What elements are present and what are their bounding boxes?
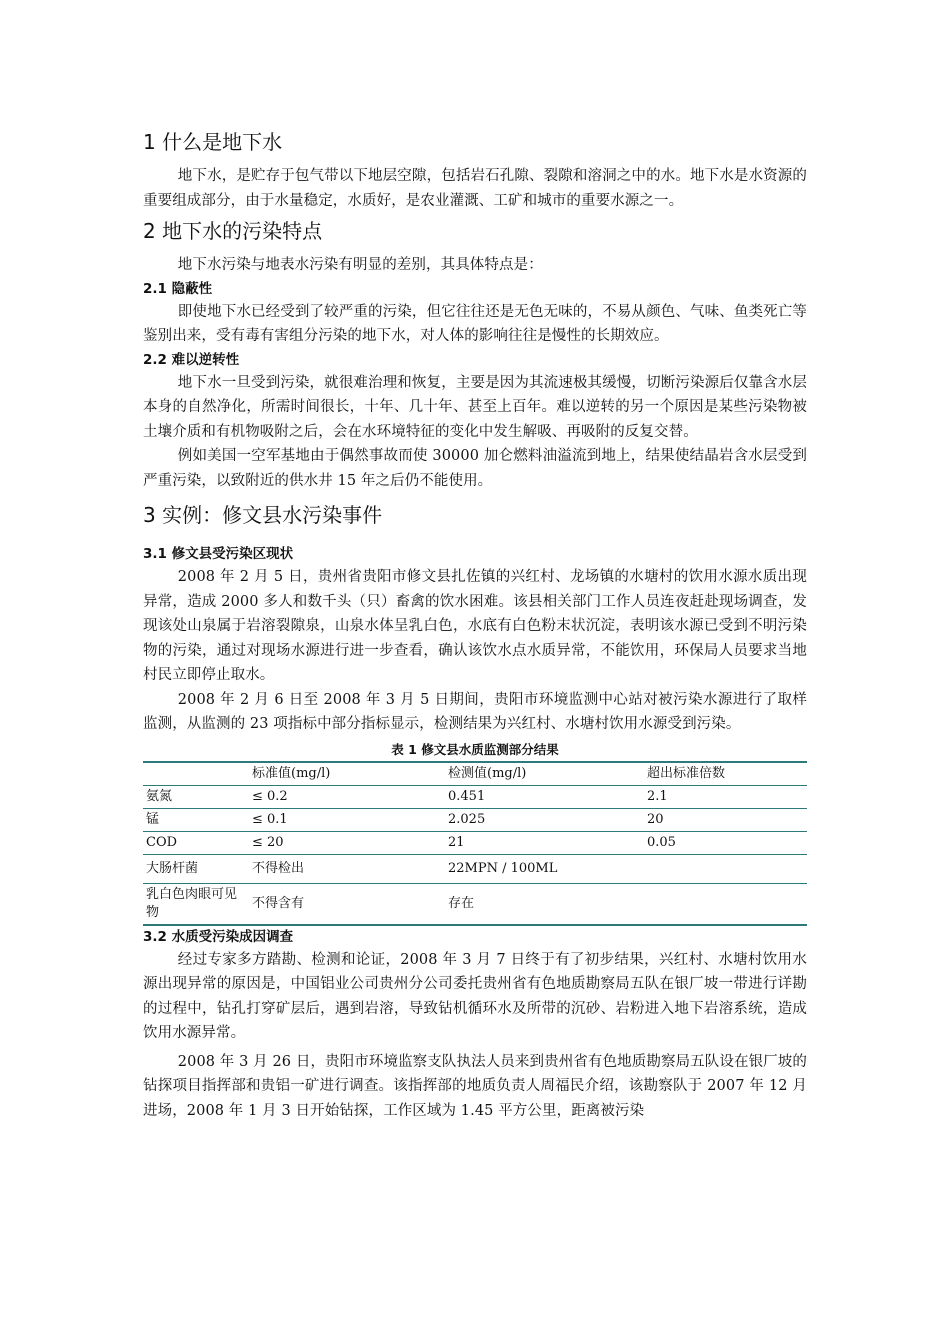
table-cell: 乳白色肉眼可见物 [146,886,238,920]
table-header-row [143,762,807,786]
table-cell: 氨氮 [143,785,249,808]
table-row [143,854,807,883]
table-caption: 表 1 修文县水质监测部分结果 [391,741,559,757]
section-2-intro: 地下水污染与地表水污染有明显的差别，其具体特点是： [177,257,543,273]
table-cell: 2.1 [644,785,807,808]
section-2-2-paragraph-2: 例如美国一空军基地由于偶然事故而使 30000 加仑燃料油溢流到地上，结果使结晶岩含水层受到严重污染，以致附近的供水井 15 年之后仍不能使用。 [143,448,807,489]
table-cell: 不得含有 [252,895,305,911]
section-3-2-title: 3.2 水质受污染成因调查 [143,928,294,945]
section-1-paragraph: 地下水，是贮存于包气带以下地层空隙，包括岩石孔隙、裂隙和溶洞之中的水。地下水是水资源的重要组成部分，由于水量稳定，水质好，是农业灌溉、工矿和城市的重要水源之一。 [143,168,807,209]
section-1-title: 1 什么是地下水 [143,130,283,154]
section-3-1-title: 3.1 修文县受污染区现状 [143,546,294,562]
table-cell [644,883,807,925]
water-quality-table [143,761,807,926]
table-cell: 0.451 [445,785,644,808]
table-cell: 0.05 [644,831,807,854]
section-2-1-paragraph: 即使地下水已经受到了较严重的污染，但它往往还是无色无味的，不易从颜色、气味、鱼类死亡等鉴别出来，受有毒有害组分污染的地下水，对人体的影响往往是慢性的长期效应。 [143,303,807,344]
table-cell: 22MPN / 100ML [445,854,644,883]
header-cell [143,762,249,786]
table-cell: 存在 [448,895,475,911]
header-cell: 检测值(mg/l) [445,762,644,786]
table-cell: COD [143,831,249,854]
section-2-title: 2 地下水的污染特点 [143,219,323,243]
section-3-title: 3 实例：修文县水污染事件 [143,503,383,527]
table-cell: 不得检出 [249,854,445,883]
section-3-2-paragraph-2: 2008 年 3 月 26 日，贵阳市环境监察支队执法人员来到贵州省有色地质勘察局五队设在银厂坡的钻探项目指挥部和贵铝一矿进行调查。该指挥部的地质负责人周福民介绍，该勘察队于 2007 年 12 月进场，2008 年 1 月 3 日开始钻探，工作区域为 1.45 平方公里，距离被污染 [143,1053,807,1119]
table-cell: 20 [644,808,807,831]
document-page [143,128,807,1123]
table-cell: ≤ 0.1 [249,808,445,831]
table-cell: 锰 [143,808,249,831]
table-cell: 大肠杆菌 [143,854,249,883]
table-row [143,883,807,925]
section-2-2-paragraph-1: 地下水一旦受到污染，就很难治理和恢复，主要是因为其流速极其缓慢，切断污染源后仅靠含水层本身的自然净化，所需时间很长，十年、几十年、甚至上百年。难以逆转的另一个原因是某些污染物被土壤介质和有机物吸附之后，会在水环境特征的变化中发生解吸、再吸附的反复交替。 [143,374,807,440]
section-3-1-paragraph-1: 2008 年 2 月 5 日，贵州省贵阳市修文县扎佐镇的兴红村、龙场镇的水塘村的饮用水源水质出现异常，造成 2000 多人和数千头（只）畜禽的饮水困难。该县相关部门工作人员连夜赶赴现场调查，发现该处山泉属于岩溶裂隙泉，山泉水体呈乳白色，水底有白色粉末状沉淀，表明该水源已受到不明污染物的污染，通过对现场水源进行进一步查看，确认该饮水点水质异常，不能饮用，环保局人员要求当地村民立即停止取水。 [143,569,807,683]
table-cell: ≤ 0.2 [249,785,445,808]
section-2-2-title: 2.2 难以逆转性 [143,351,240,368]
table-cell: 2.025 [445,808,644,831]
section-3-2-paragraph-1: 经过专家多方踏勘、检测和论证，2008 年 3 月 7 日终于有了初步结果，兴红村、水塘村饮用水源出现异常的原因是，中国铝业公司贵州分公司委托贵州省有色地质勘察局五队在银厂坡一带进行详勘的过程中，钻孔打穿矿层后，遇到岩溶，导致钻机循环水及所带的沉砂、岩粉进入地下岩溶系统，造成饮用水源异常。 [143,951,807,1041]
header-cell: 超出标准倍数 [644,762,807,786]
section-2-1-title: 2.1 隐蔽性 [143,280,213,297]
section-3-1-paragraph-2: 2008 年 2 月 6 日至 2008 年 3 月 5 日期间，贵阳市环境监测中心站对被污染水源进行了取样监测，从监测的 23 项指标中部分指标显示，检测结果为兴红村、水塘村饮用水源受到污染。 [143,691,807,732]
table-row [143,831,807,854]
table-cell [644,854,807,883]
table-cell: ≤ 20 [249,831,445,854]
table-cell: 21 [445,831,644,854]
header-cell: 标准值(mg/l) [249,762,445,786]
table-row [143,785,807,808]
table-row [143,808,807,831]
